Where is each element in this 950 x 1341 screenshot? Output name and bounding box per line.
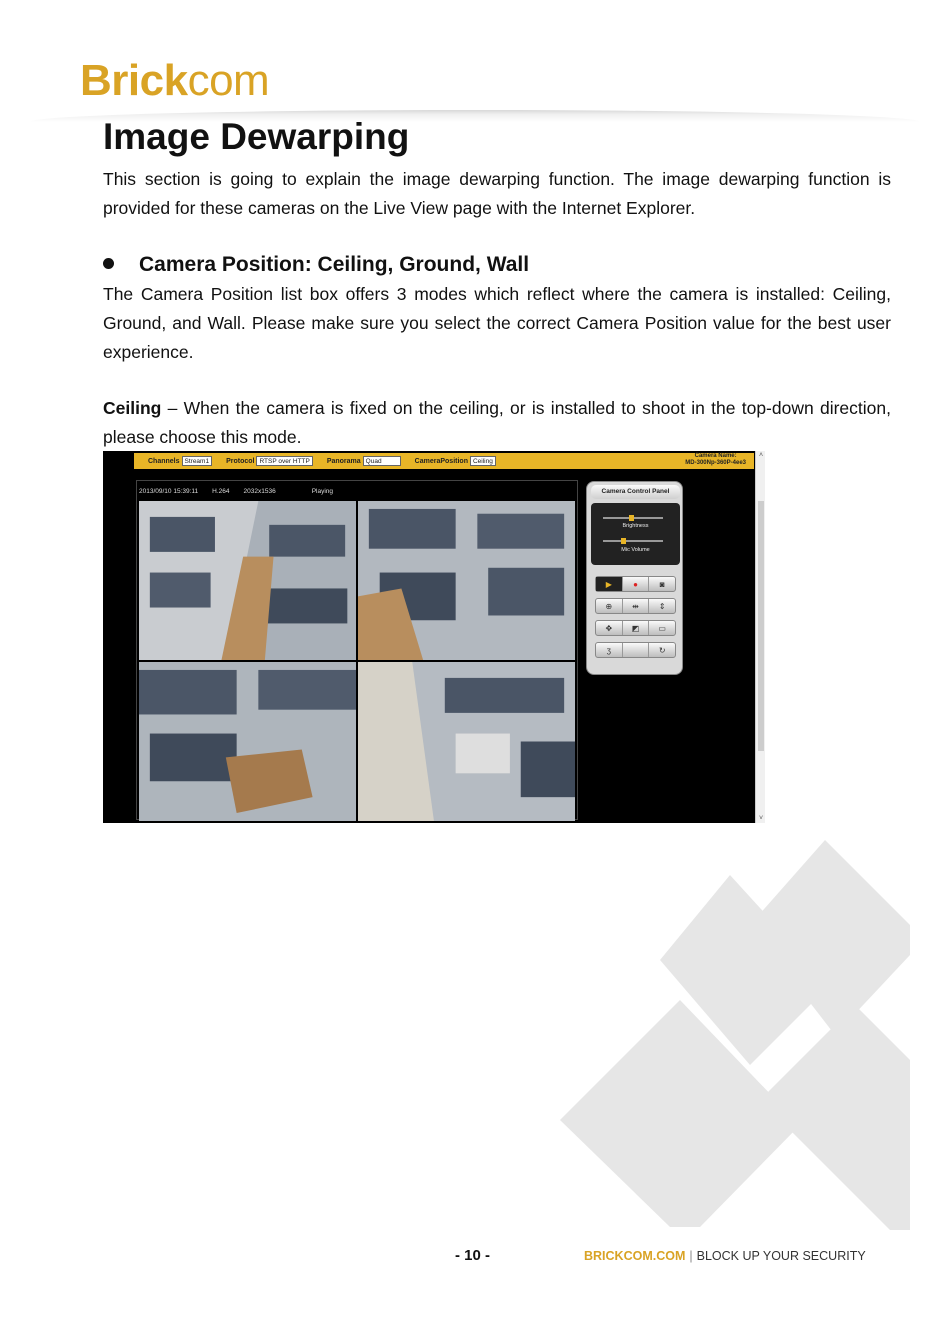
brightness-label: Brightness	[622, 523, 649, 529]
page-number: - 10 -	[455, 1247, 491, 1264]
bullet-icon	[103, 258, 114, 269]
mic-volume-slider	[603, 540, 663, 542]
quad-view-2	[358, 501, 575, 660]
status-datetime: 2013/09/10 15:39:11	[139, 487, 199, 495]
camera-name-value: MD-300Np-360P-4ee3	[685, 460, 746, 466]
scroll-up-icon: ˄	[758, 452, 764, 459]
panorama-select: Quad	[363, 456, 401, 466]
ceiling-term: Ceiling	[103, 398, 162, 418]
footer-separator: |	[689, 1249, 693, 1263]
logo-text-light: com	[187, 56, 270, 105]
footer-site: BRICKCOM.COM	[584, 1249, 686, 1263]
footer-tagline: BLOCK UP YOUR SECURITY	[696, 1249, 866, 1263]
control-row-3	[595, 620, 676, 636]
control-panel-title: Camera Control Panel	[591, 485, 680, 499]
blank-button	[623, 643, 650, 657]
channels-group	[148, 456, 212, 466]
brick-watermark	[560, 835, 920, 1235]
footer-brand	[584, 1249, 866, 1263]
section-heading	[103, 251, 529, 279]
play-icon: ▶	[596, 577, 623, 591]
position-group	[415, 456, 496, 466]
brightness-slider	[603, 517, 663, 519]
panorama-group	[327, 456, 401, 466]
video-status-bar	[139, 484, 579, 498]
protocol-label: Protocol	[226, 457, 255, 465]
quad-view-1	[139, 501, 356, 660]
control-row-1	[595, 576, 676, 592]
live-view-screenshot	[103, 451, 765, 823]
ceiling-text: – When the camera is fixed on the ceiling, or is installed to shoot in the top-down direction, please choose this mode.	[103, 398, 891, 447]
quad-view-3	[139, 662, 356, 821]
page-title: Image Dewarping	[103, 116, 410, 157]
flip-horizontal-icon: ⇹	[623, 599, 650, 613]
intro-paragraph: This section is going to explain the image dewarping function. The image dewarping function is provided for these cameras on the Live View page with the Internet Explorer.	[103, 169, 891, 218]
scroll-down-icon: ˅	[758, 815, 764, 822]
position-label: CameraPosition	[414, 457, 468, 465]
mic-volume-label: Mic Volume	[621, 547, 650, 553]
zoom-icon: ⊕	[596, 599, 623, 613]
region-icon: ◩	[623, 621, 650, 635]
scroll-thumb	[758, 501, 764, 751]
rotate-icon: ↻	[658, 645, 666, 655]
ceiling-paragraph	[103, 394, 891, 452]
live-view-toolbar	[134, 453, 754, 469]
control-row-2	[595, 598, 676, 614]
channels-label: Channels	[148, 457, 180, 465]
screenshot-scrollbar	[755, 451, 765, 823]
position-select: Ceiling	[470, 456, 496, 466]
logo-text-bold: Brick	[80, 56, 188, 105]
section-paragraph: The Camera Position list box offers 3 modes which reflect where the camera is installed: Ceiling, Ground, and Wall. Please make sure you select the correct Camera Position value for the best user experience.	[103, 284, 891, 362]
dewarped-quad-view	[139, 501, 575, 821]
record-icon: ●	[623, 577, 650, 591]
fullscreen-icon: ▭	[658, 623, 666, 633]
protocol-select: RTSP over HTTP	[256, 456, 312, 466]
camera-control-panel	[586, 481, 683, 675]
control-panel-sliders	[591, 503, 680, 565]
section-heading-text: Camera Position: Ceiling, Ground, Wall	[139, 253, 530, 276]
panorama-label: Panorama	[326, 457, 361, 465]
listen-icon: ʒ	[596, 643, 623, 657]
quad-view-4	[358, 662, 575, 821]
move-icon: ✥	[596, 621, 623, 635]
channels-select: Stream1	[182, 456, 213, 466]
protocol-group	[226, 456, 313, 466]
camera-name	[685, 453, 746, 467]
status-codec: H.264	[212, 487, 230, 495]
status-state: Playing	[311, 487, 334, 495]
flip-vertical-icon: ⇕	[658, 601, 666, 611]
snapshot-icon: ◙	[659, 579, 665, 589]
mic-volume-knob	[621, 538, 626, 544]
brightness-knob	[629, 515, 634, 521]
brickcom-logo	[80, 58, 269, 104]
control-row-4	[595, 642, 676, 658]
status-resolution: 2032x1536	[243, 487, 276, 495]
camera-name-label: Camera Name:	[694, 453, 737, 459]
